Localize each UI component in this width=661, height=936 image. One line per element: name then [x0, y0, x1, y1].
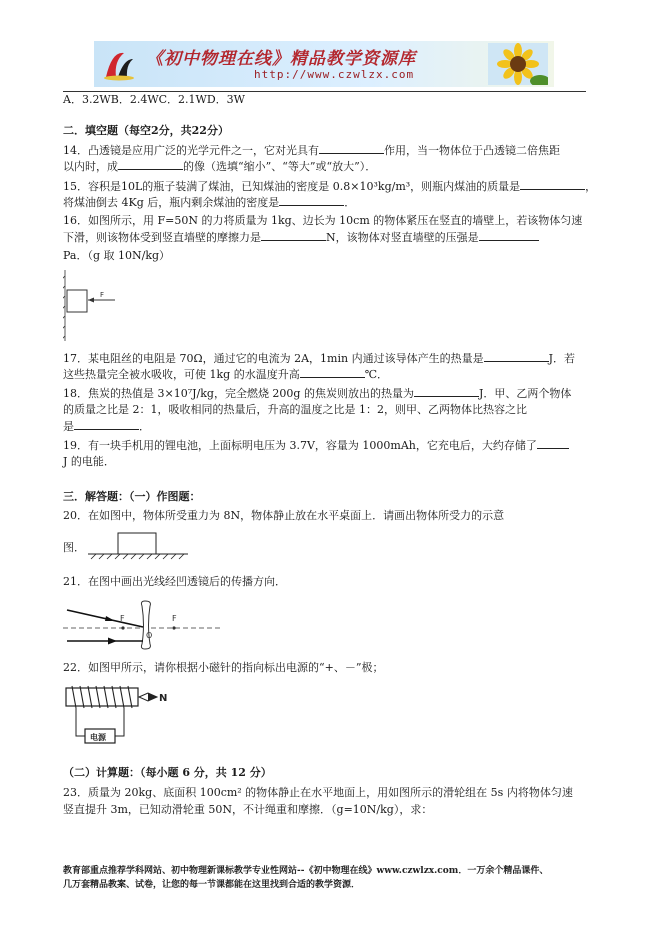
- resting-block: [118, 533, 156, 554]
- q17-text-a: 17．某电阻丝的电阻是 70Ω，通过它的电流为 2A，1min 内通过该导体产生的热量是: [63, 352, 484, 365]
- wall-hatch: [63, 270, 65, 341]
- q18-line3: [63, 419, 150, 434]
- header-banner: [94, 41, 554, 87]
- q17-blank-1[interactable]: [484, 351, 549, 362]
- q14-blank-1[interactable]: [319, 143, 384, 154]
- q20-table-figure: [88, 530, 188, 560]
- solenoid-core: [66, 688, 138, 706]
- q15-blank-1[interactable]: [520, 179, 585, 190]
- q16-wall-figure: [63, 268, 118, 343]
- q15-text-b: ，: [585, 180, 597, 193]
- q16-text-c: N，该物体对竖直墙壁的压强是: [326, 231, 479, 244]
- q16-line3: Pa．（g 取 10N/kg）: [63, 249, 171, 262]
- optical-center-label: O: [146, 631, 153, 640]
- banner-title: 《初中物理在线》精品教学资源库: [146, 49, 416, 69]
- focal-label-right: F: [172, 614, 177, 623]
- q18-line2: 的质量之比是 2：1，吸收相同的热量后，升高的温度之比是 1：2，则甲、乙两物体比热容之比: [63, 403, 527, 416]
- q23-line1: 23．质量为 20kg、底面积 100cm² 的物体静止在水平地面上，用如图所示的滑轮组在 5s 内将物体匀速: [63, 786, 573, 799]
- q15-text-c: 将煤油倒去 4Kg 后，瓶内剩余煤油的密度是: [63, 196, 280, 209]
- q21-line1: 21．在图中画出光线经凹透镜后的传播方向．: [63, 575, 286, 588]
- q21-lens-figure: [63, 600, 223, 650]
- q14-text-a: 14．凸透镜是应用广泛的光学元件之一，它对光具有: [63, 144, 319, 157]
- q22-solenoid-figure: [63, 683, 173, 745]
- q16-line2: [63, 230, 539, 245]
- header-divider: [63, 91, 586, 92]
- focal-point-left: [121, 626, 124, 629]
- sunflower-icon: [488, 43, 548, 85]
- q14-blank-2[interactable]: [118, 159, 183, 170]
- q17-text-d: ℃．: [364, 368, 389, 381]
- focal-label-left: F: [120, 614, 125, 623]
- footer-line2: 几万套精品教案、试卷，让您的每一节课都能在这里找到合适的教学资源．: [63, 880, 361, 890]
- q16-blank-2[interactable]: [479, 230, 539, 241]
- power-supply-label: 电源: [90, 733, 106, 742]
- q16-text-b: 下滑，则该物体受到竖直墙壁的摩擦力是: [63, 231, 261, 244]
- q13-options: A．3.2WB．2.4WC．2.1WD．3W: [63, 93, 245, 106]
- q15-text-a: 15．容积是10L的瓶子装满了煤油，已知煤油的密度是 0.8×10³kg/m³，则瓶内煤油的质量是: [63, 180, 521, 193]
- ray-arrow-1: [105, 616, 115, 621]
- q18-text-e: ．: [139, 420, 150, 433]
- footer-line1: 教育部重点推荐学科网站、初中物理新课标教学专业性网站--《初中物理在线》www.czwlzx.com．一万余个精品课件、: [63, 866, 549, 876]
- q18-text-d: 是: [63, 420, 74, 433]
- q19-blank-1[interactable]: [537, 438, 569, 449]
- q14-text-c: 以内时，成: [63, 160, 118, 173]
- q14-line2: [63, 159, 376, 174]
- incident-ray-slanted: [67, 610, 143, 627]
- q19-line2: J 的电能．: [63, 455, 115, 468]
- q14-text-d: 的像（选填“缩小”、“等大”或“放大”）．: [183, 160, 377, 173]
- force-label: F: [100, 291, 105, 299]
- q22-line1: 22．如图甲所示，请你根据小磁针的指向标出电源的“+、－”极；: [63, 661, 384, 674]
- section3-heading: 三．解答题：（一）作图题：: [63, 490, 201, 503]
- site-logo-icon: [102, 47, 136, 81]
- q15-line2: [63, 195, 355, 210]
- table-hatch: [91, 554, 184, 559]
- q17-blank-2[interactable]: [300, 367, 365, 378]
- pressed-block: [67, 290, 87, 312]
- q17-text-b: J．若: [548, 352, 575, 365]
- q15-blank-2[interactable]: [279, 195, 344, 206]
- q17-text-c: 这些热量完全被水吸收，可使 1kg 的水温度升高: [63, 368, 300, 381]
- calc-heading: （二）计算题：（每小题 6 分，共 12 分）: [63, 766, 272, 779]
- q18-line1: [63, 386, 571, 401]
- q15-line1: [63, 179, 596, 194]
- needle-north-label: N: [159, 693, 168, 704]
- q16-blank-1[interactable]: [261, 230, 326, 241]
- q23-line2: 竖直提升 3m，已知动滑轮重 50N，不计绳重和摩擦．（g=10N/kg），求：: [63, 803, 433, 816]
- q17-line2: [63, 367, 388, 382]
- focal-point-right: [172, 626, 175, 629]
- circuit-wire: [76, 708, 85, 736]
- q18-text-b: J．甲、乙两个物体: [478, 387, 572, 400]
- q19-line1: [63, 438, 569, 453]
- banner-url[interactable]: http://www.czwlzx.com: [254, 68, 415, 81]
- ray-arrow-2: [108, 638, 117, 645]
- q14-text-b: 作用，当一物体位于凸透镜二倍焦距: [384, 144, 560, 157]
- q17-line1: [63, 351, 575, 366]
- q18-text-a: 18．焦炭的热值是 3×10⁷J/kg，完全燃烧 200g 的焦炭则放出的热量为: [63, 387, 414, 400]
- q16-line1: 16．如图所示，用 F=50N 的力将质量为 1kg、边长为 10cm 的物体紧压在竖直的墙壁上，若该物体匀速: [63, 214, 583, 227]
- q15-text-d: ．: [344, 196, 356, 209]
- section2-heading: 二．填空题（每空2分，共22分）: [63, 124, 229, 137]
- q14-line1: [63, 143, 560, 158]
- q18-blank-2[interactable]: [74, 419, 139, 430]
- q19-text-a: 19．有一块手机用的锂电池，上面标明电压为 3.7V，容量为 1000mAh，它充电后，大约存储了: [63, 439, 537, 452]
- q18-blank-1[interactable]: [414, 386, 479, 397]
- q20-line1: 20．在如图中，物体所受重力为 8N，物体静止放在水平桌面上．请画出物体所受力的示意: [63, 509, 505, 522]
- q20-line2: 图．: [63, 541, 85, 554]
